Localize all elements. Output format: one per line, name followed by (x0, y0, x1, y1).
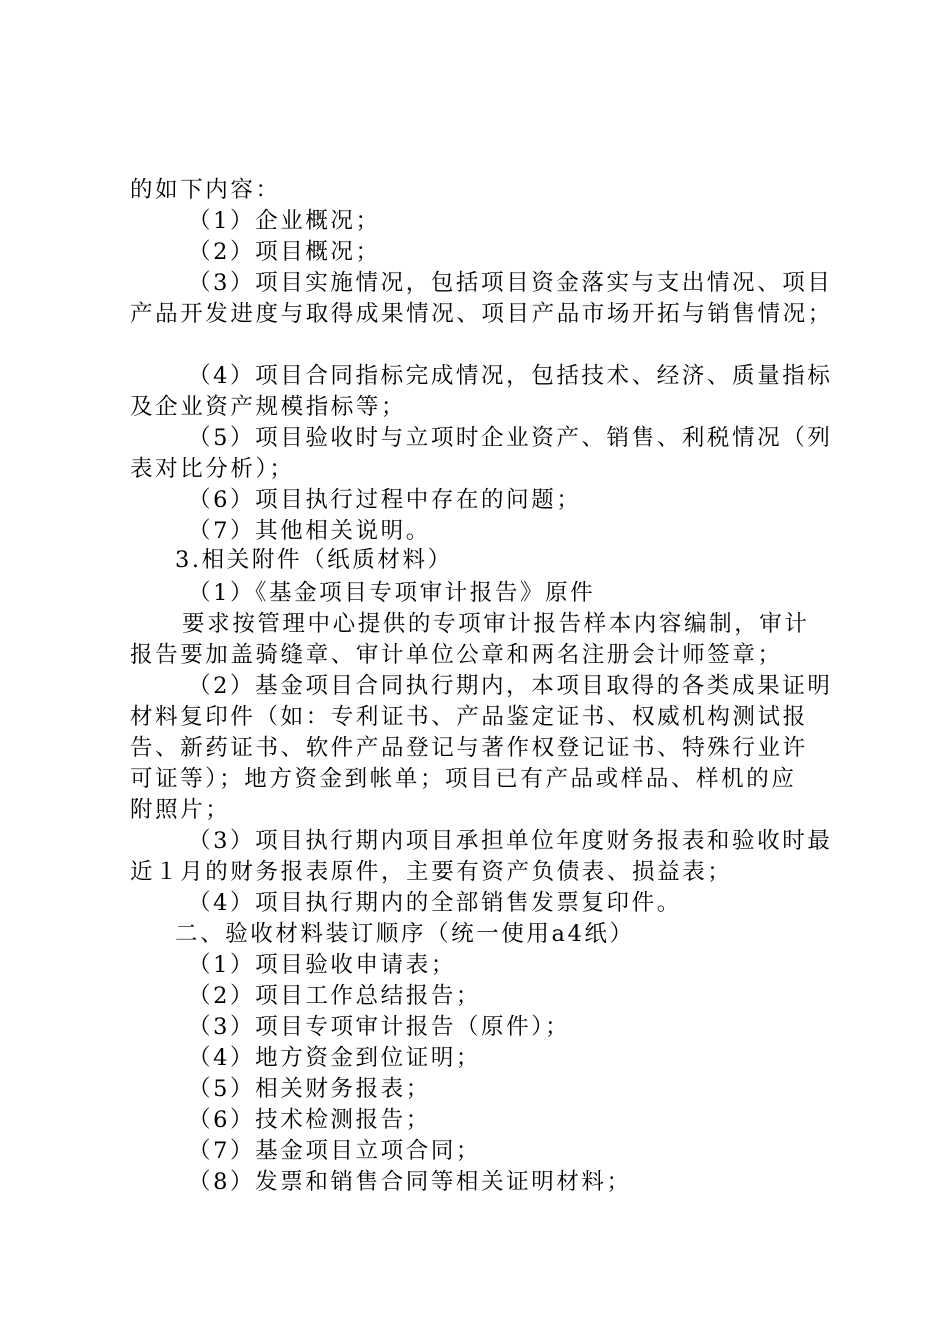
text-line-item-4-cont: 及企业资产规模指标等； (130, 394, 407, 420)
text-line-attach-3-cont: 近１月的财务报表原件，主要有资产负债表、损益表； (130, 859, 733, 885)
text-line-item-2: （2）项目概况； (188, 239, 381, 265)
text-line-attach-2-cont-3: 可证等）；地方资金到帐单；项目已有产品或样品、样机的应 (130, 766, 797, 792)
text-line-order-8: （8）发票和销售合同等相关证明材料； (188, 1169, 632, 1195)
text-line-item-3-cont: 产品开发进度与取得成果情况、项目产品市场开拓与销售情况； (130, 301, 833, 327)
text-line-order-6: （6）技术检测报告； (188, 1107, 431, 1133)
text-line-attach-2-cont-2: 告、新药证书、软件产品登记与著作权登记证书、特殊行业许 (130, 735, 808, 761)
section-heading-attachments: 3.相关附件（纸质材料） (175, 547, 453, 573)
text-line-attach-1-desc-cont: 报告要加盖骑缝章、审计单位公章和两名注册会计师签章； (130, 642, 783, 668)
text-line-item-1: （1）企业概况； (188, 208, 381, 234)
text-line-attach-2-cont-4: 附照片； (130, 797, 231, 823)
text-line-order-2: （2）项目工作总结报告； (188, 983, 482, 1009)
text-line-attach-2-cont-1: 材料复印件（如：专利证书、产品鉴定证书、权威机构测试报 (130, 704, 808, 730)
text-line-item-4: （4）项目合同指标完成情况，包括技术、经济、质量指标 (188, 363, 833, 389)
text-line-item-5-cont: 表对比分析）； (130, 456, 295, 482)
text-line-item-6: （6）项目执行过程中存在的问题； (188, 487, 582, 513)
text-line-item-5: （5）项目验收时与立项时企业资产、销售、利税情况（列 (188, 425, 833, 451)
text-line-order-7: （7）基金项目立项合同； (188, 1138, 482, 1164)
text-line-attach-1-desc: 要求按管理中心提供的专项审计报告样本内容编制，审计 (182, 611, 810, 637)
text-line-order-3: （3）项目专项审计报告（原件）； (188, 1014, 571, 1040)
text-line-item-7: （7）其他相关说明。 (188, 518, 431, 544)
text-line-order-1: （1）项目验收申请表； (188, 952, 456, 978)
text-line-order-4: （4）地方资金到位证明； (188, 1045, 482, 1071)
text-line-attach-1: （1）《基金项目专项审计报告》原件 (188, 580, 596, 606)
text-line-attach-4: （4）项目执行期内的全部销售发票复印件。 (188, 890, 682, 916)
text-line-order-5: （5）相关财务报表； (188, 1076, 431, 1102)
text-line-attach-2: （2）基金项目合同执行期内，本项目取得的各类成果证明 (188, 673, 833, 699)
text-line-intro: 的如下内容： (130, 177, 281, 203)
text-line-attach-3: （3）项目执行期内项目承担单位年度财务报表和验收时最 (188, 828, 833, 854)
text-line-item-3: （3）项目实施情况，包括项目资金落实与支出情况、项目 (188, 270, 833, 296)
section-heading-binding-order: 二、验收材料装订顺序（统一使用a4纸） (175, 921, 635, 947)
